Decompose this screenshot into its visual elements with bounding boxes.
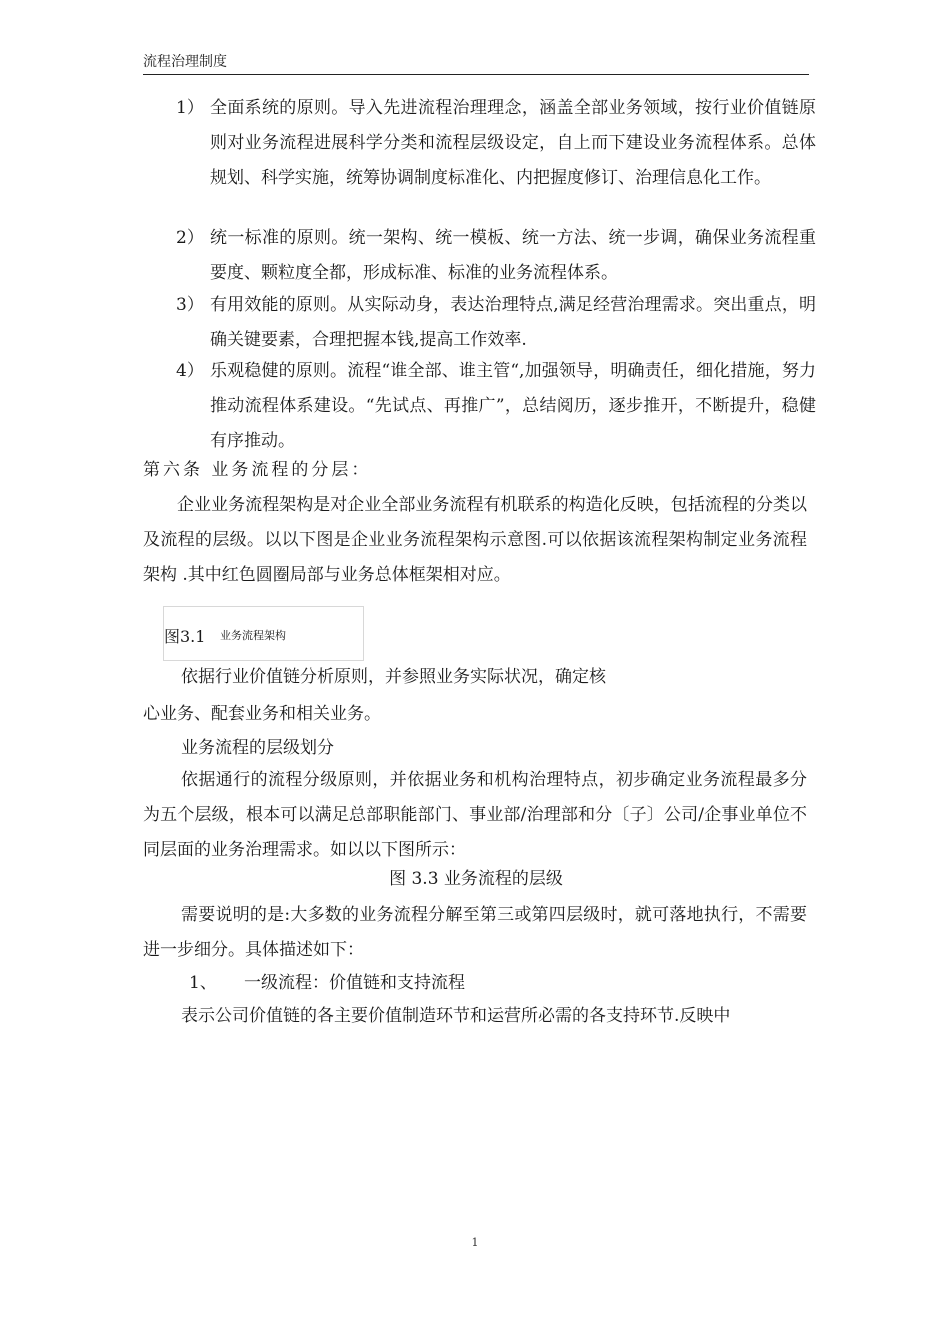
principle-item xyxy=(176,288,816,358)
levels-heading: 业务流程的层级划分 xyxy=(181,738,334,758)
principle-number: 3） xyxy=(176,295,204,315)
principle-item xyxy=(176,221,816,291)
page-header xyxy=(143,50,809,75)
figure-caption: 图 3.3 业务流程的层级 xyxy=(389,869,563,889)
page-number: 1 xyxy=(471,1236,479,1249)
intro-paragraph: 企业业务流程架构是对企业全部业务流程有机联系的构造化反映，包括流程的分类以及流程的层级。以以下图是企业业务流程架构示意图.可以依据该流程架构制定业务流程架构 .其中红色圆圈局部与业务总体框架相对应。 xyxy=(143,495,807,585)
principle-number: 4） xyxy=(176,361,204,381)
value-chain-line-1: 依据行业价值链分析原则，并参照业务实际状况，确定核 xyxy=(181,667,606,687)
levels-paragraph: 依据通行的流程分级原则，并依据业务和机构治理特点，初步确定业务流程最多分为五个层级，根本可以满足总部职能部门、事业部/治理部和分〔子〕公司/企事业单位不同层面的业务治理需求。如以以下图所示： xyxy=(143,770,807,860)
principle-text: 乐观稳健的原则。流程“谁全部、谁主管“,加强领导，明确责任，细化措施，努力推动流程体系建设。“先试点、再推广”，总结阅历，逐步推开，不断提升，稳健有序推动。 xyxy=(210,361,816,451)
principle-item xyxy=(176,354,816,459)
article-heading: 第六条 业务流程的分层： xyxy=(143,460,372,480)
level1-number: 1、 xyxy=(189,973,217,993)
figure-label: 图3.1 xyxy=(164,627,206,646)
principle-text: 统一标准的原则。统一架构、统一模板、统一方法、统一步调，确保业务流程重要度、颗粒度全都，形成标准、标准的业务流程体系。 xyxy=(210,228,816,283)
level1-text: 表示公司价值链的各主要价值制造环节和运营所必需的各支持环节.反映中 xyxy=(181,1006,731,1026)
note-paragraph: 需要说明的是:大多数的业务流程分解至第三或第四层级时，就可落地执行，不需要进一步细分。具体描述如下： xyxy=(143,905,807,960)
principle-number: 2） xyxy=(176,228,204,248)
principle-number: 1） xyxy=(176,98,204,118)
header-title: 流程治理制度 xyxy=(143,54,227,70)
level1-title: 一级流程：价值链和支持流程 xyxy=(244,973,465,993)
principle-item xyxy=(176,91,816,196)
value-chain-line-2: 心业务、配套业务和相关业务。 xyxy=(143,704,381,724)
figure-placeholder xyxy=(163,606,364,661)
principle-text: 全面系统的原则。导入先进流程治理理念，涵盖全部业务领域，按行业价值链原则对业务流程进展科学分类和流程层级设定，自上而下建设业务流程体系。总体规划、科学实施，统筹协调制度标准化、内把握度修订、治理信息化工作。 xyxy=(210,98,816,188)
principle-text: 有用效能的原则。从实际动身，表达治理特点,满足经营治理需求。突出重点，明确关键要素，合理把握本钱,提高工作效率. xyxy=(210,295,816,350)
figure-title: 业务流程架构 xyxy=(220,629,286,642)
